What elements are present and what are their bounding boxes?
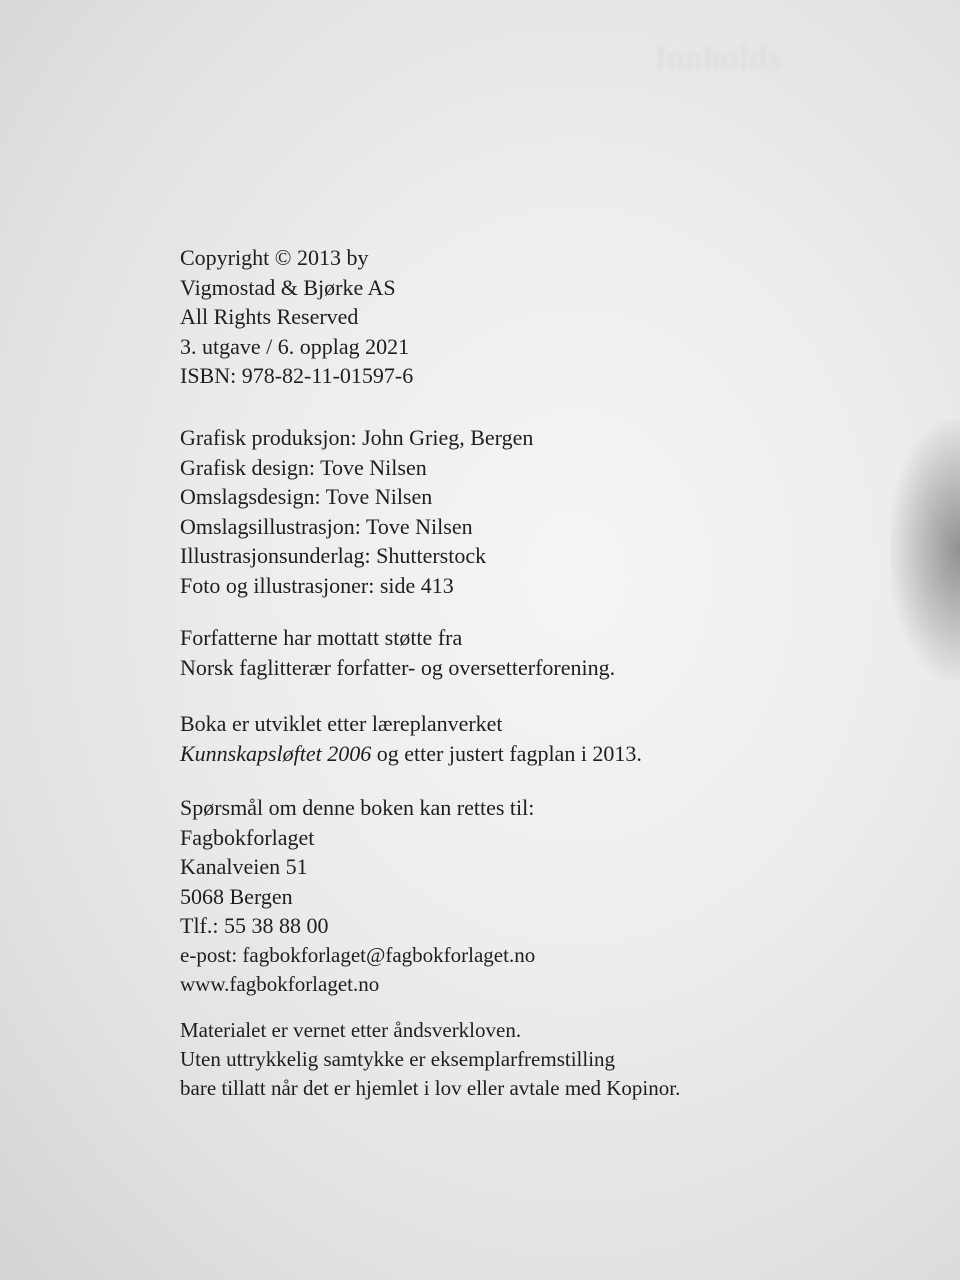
contact-street: Kanalveien 51	[180, 854, 308, 879]
credit-cover-illustration: Omslagsillustrasjon: Tove Nilsen	[180, 513, 473, 539]
support-organization: Norsk faglitterær forfatter- og oversetterforening.	[180, 654, 616, 680]
legal-line-3: bare tillatt når det er hjemlet i lov eller avtale med Kopinor.	[180, 1076, 681, 1100]
contact-company: Fagbokforlaget	[180, 824, 315, 850]
curriculum-block	[180, 709, 642, 768]
support-line: Forfatterne har mottatt støtte fra	[180, 625, 463, 650]
legal-block	[180, 1016, 680, 1103]
copyright-line: Copyright © 2013 by	[180, 245, 369, 270]
bleed-through-heading: Innholds	[655, 40, 782, 77]
curriculum-rest: og etter justert fagplan i 2013.	[371, 740, 642, 766]
legal-line-1: Materialet er vernet etter åndsverkloven.	[180, 1018, 522, 1042]
credit-production: Grafisk produksjon: John Grieg, Bergen	[180, 425, 534, 450]
isbn: ISBN: 978-82-11-01597-6	[180, 363, 414, 388]
hand-shadow	[890, 420, 960, 680]
edition-info: 3. utgave / 6. opplag 2021	[180, 333, 410, 359]
copyright-block	[180, 243, 413, 391]
contact-website: www.fagbokforlaget.no	[180, 972, 380, 996]
credit-photos: Foto og illustrasjoner: side 413	[180, 572, 454, 598]
contact-city: 5068 Bergen	[180, 883, 293, 909]
credit-illustration-base: Illustrasjonsunderlag: Shutterstock	[180, 543, 487, 568]
legal-line-2: Uten uttrykkelig samtykke er eksemplarfremstilling	[180, 1047, 616, 1071]
contact-intro: Spørsmål om denne boken kan rettes til:	[180, 795, 535, 820]
contact-block	[180, 793, 535, 1000]
curriculum-detail	[180, 739, 642, 769]
contact-email: e-post: fagbokforlaget@fagbokforlaget.no	[180, 942, 536, 967]
support-block	[180, 623, 615, 682]
credits-block	[180, 423, 533, 600]
publisher-name: Vigmostad & Bjørke AS	[180, 274, 396, 300]
curriculum-title: Kunnskapsløftet 2006	[180, 740, 372, 766]
contact-phone: Tlf.: 55 38 88 00	[180, 913, 329, 938]
credit-graphic-design: Grafisk design: Tove Nilsen	[180, 454, 427, 480]
credit-cover-design: Omslagsdesign: Tove Nilsen	[180, 484, 433, 509]
rights-reserved: All Rights Reserved	[180, 304, 359, 329]
curriculum-line: Boka er utviklet etter læreplanverket	[180, 711, 503, 736]
